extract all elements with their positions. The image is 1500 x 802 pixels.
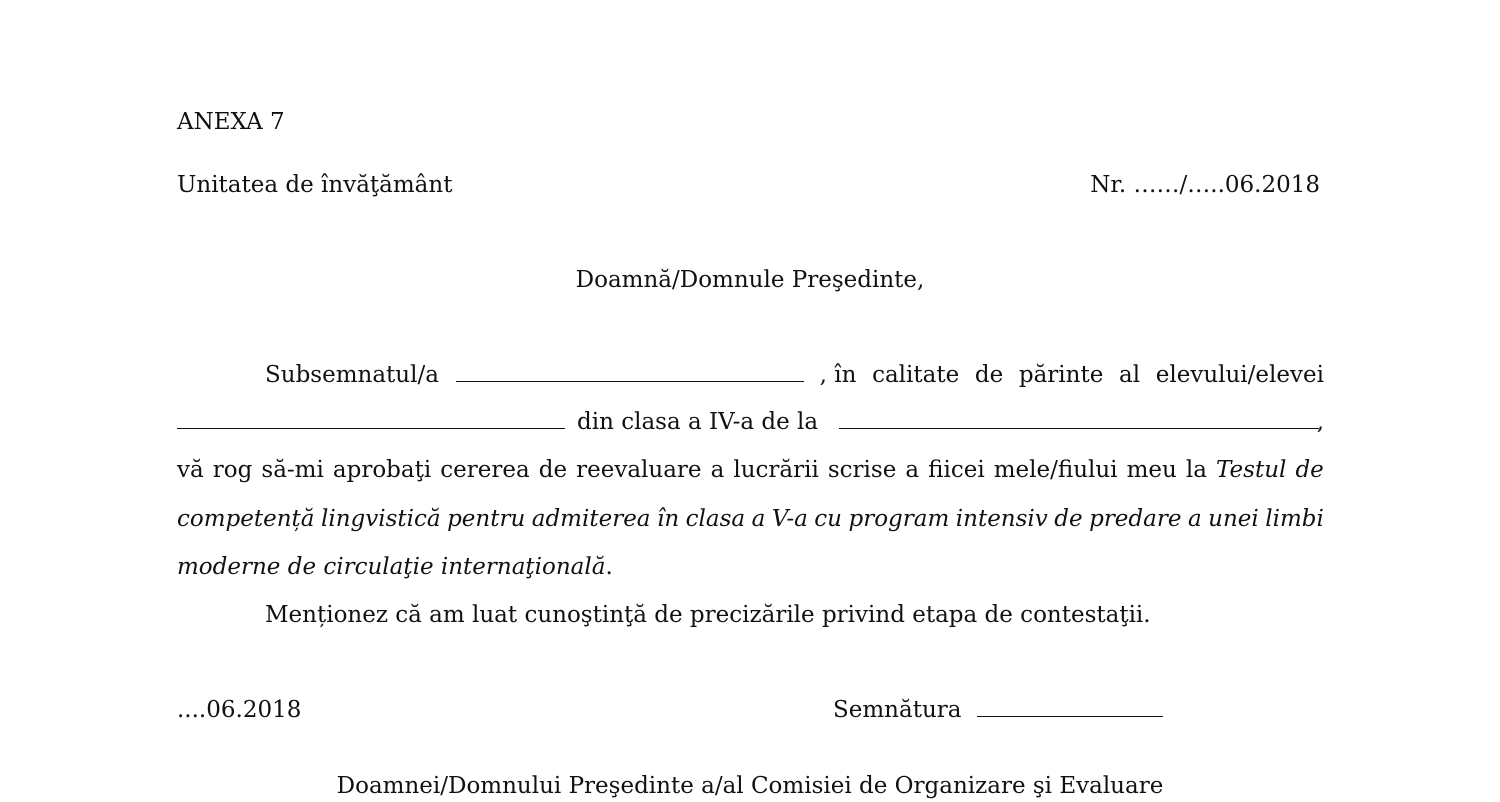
l4-word: cu <box>814 506 842 532</box>
l3-word: rog <box>212 457 253 483</box>
l4-word: clasa <box>685 506 746 532</box>
l3-word: mele/fiului <box>993 457 1118 483</box>
body-line-5 <box>177 551 613 583</box>
student-name-field[interactable] <box>177 406 565 429</box>
l1-word: calitate <box>872 362 960 388</box>
l3-word: meu <box>1126 457 1177 483</box>
l4-word: program <box>848 506 950 532</box>
signature-field[interactable] <box>977 694 1163 717</box>
signature-block <box>833 694 1163 726</box>
body-line-4 <box>177 503 1324 535</box>
class-school-label: din clasa a IV-a de la <box>577 409 819 435</box>
l4-word: limbi <box>1265 506 1324 532</box>
l1-word: al <box>1119 362 1141 388</box>
l4-word: V-a <box>771 506 808 532</box>
registration-number: Nr. ……/…..06.2018 <box>1090 172 1320 198</box>
test-name-end-italic: moderne de circulaţie internaţională <box>177 554 606 580</box>
l1-word: elevului/elevei <box>1155 362 1324 388</box>
l3-word: la <box>1185 457 1207 483</box>
l3-word: să-mi <box>261 457 324 483</box>
l4-word: a <box>1187 506 1202 532</box>
l4-word: de <box>1054 506 1083 532</box>
l4-word: lingvistică <box>320 506 441 532</box>
l3-word: fiicei <box>928 457 985 483</box>
acknowledgement-text: Menționez că am luat cunoştinţă de precizările privind etapa de contestaţii. <box>265 602 1151 628</box>
l3-word: vă <box>177 457 204 483</box>
salutation: Doamnă/Domnule Preşedinte, <box>575 267 925 293</box>
l3-word: a <box>710 457 725 483</box>
l4-word: competență <box>177 506 315 532</box>
l3-word: aprobaţi <box>332 457 432 483</box>
l1-word: părinte <box>1018 362 1104 388</box>
annex-title: ANEXA 7 <box>177 109 285 135</box>
line2-comma: , <box>1316 409 1324 435</box>
test-name-italic: de <box>1295 457 1324 483</box>
l3-word: reevaluare <box>576 457 702 483</box>
institution-label: Unitatea de învăţământ <box>177 172 453 198</box>
signature-label: Semnătura <box>833 697 962 723</box>
applicant-label: Subsemnatul/a <box>265 362 439 388</box>
l4-word: a <box>751 506 766 532</box>
l4-word: admiterea <box>531 506 651 532</box>
l4-word: unei <box>1208 506 1259 532</box>
date-field: ....06.2018 <box>177 697 302 723</box>
body-line-3 <box>177 454 1324 486</box>
l4-word: în <box>657 506 680 532</box>
l3-word: scrise <box>827 457 897 483</box>
l3-word: lucrării <box>733 457 819 483</box>
addressee-line: Doamnei/Domnului Preşedinte a/al Comisiei de Organizare şi Evaluare <box>336 773 1164 799</box>
applicant-name-field[interactable] <box>456 359 804 382</box>
l3-word: a <box>905 457 920 483</box>
l4-word: pentru <box>447 506 526 532</box>
l4-word: intensiv <box>955 506 1048 532</box>
body-line-1 <box>265 359 1324 391</box>
l4-word: predare <box>1089 506 1182 532</box>
line5-period: . <box>605 554 613 580</box>
l1-word: de <box>974 362 1004 388</box>
l1-word: , în <box>819 362 857 388</box>
l3-word: de <box>538 457 568 483</box>
school-name-field[interactable] <box>839 406 1319 429</box>
test-name-italic: Testul <box>1216 457 1287 483</box>
l3-word: cererea <box>440 457 530 483</box>
